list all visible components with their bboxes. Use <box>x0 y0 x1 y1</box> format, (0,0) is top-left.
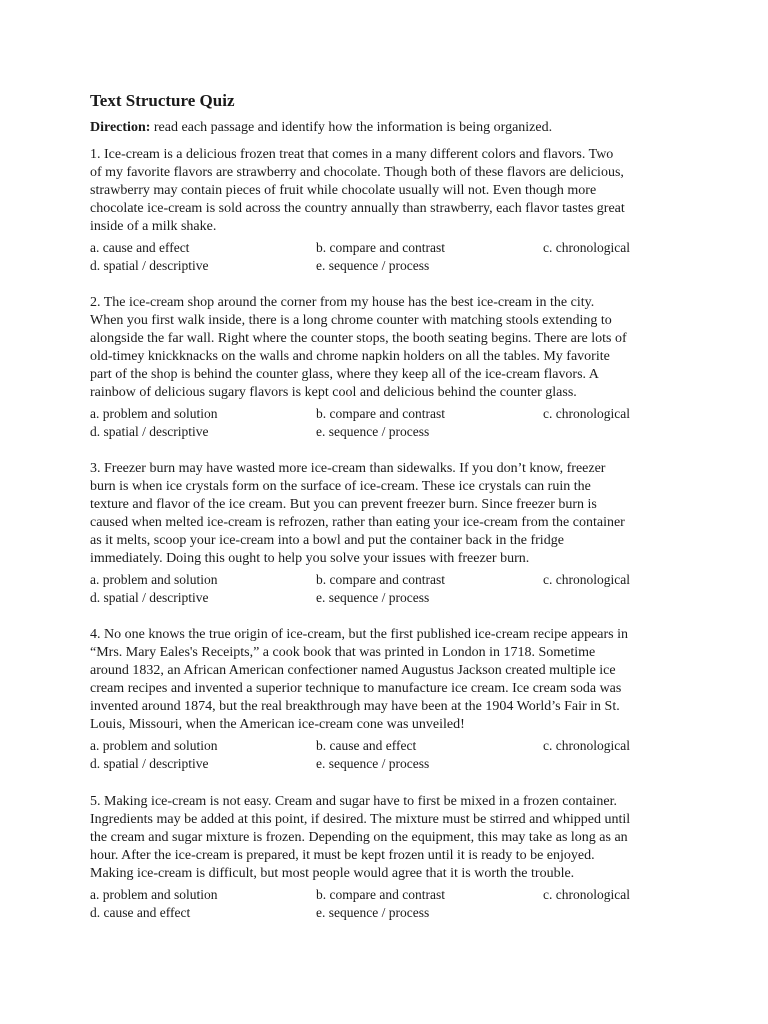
answer-option[interactable]: b. compare and contrast <box>316 240 445 255</box>
question-passage <box>90 793 680 883</box>
question-passage <box>90 626 680 734</box>
answer-option[interactable]: d. spatial / descriptive <box>90 424 209 439</box>
answer-option[interactable]: e. sequence / process <box>316 905 430 920</box>
answer-option[interactable]: d. spatial / descriptive <box>90 590 209 605</box>
passage-line: as it melts, scoop your ice-cream into a bowl and put the container back in the fridge <box>90 533 564 548</box>
passage-line: When you first walk inside, there is a long chrome counter with matching stools extending to <box>90 313 612 328</box>
answer-option[interactable]: c. chronological <box>543 406 630 421</box>
answer-options <box>90 886 680 922</box>
passage-line: Making ice-cream is difficult, but most people would agree that it is worth the trouble. <box>90 866 575 881</box>
passage-line: Ingredients may be added at this point, if desired. The mixture must be stirred and whipped until <box>90 812 631 827</box>
answer-option[interactable]: d. spatial / descriptive <box>90 258 209 273</box>
answer-option[interactable]: a. problem and solution <box>90 406 218 421</box>
answer-option[interactable]: b. compare and contrast <box>316 572 445 587</box>
passage-line: part of the shop is behind the counter glass, where they keep all of the ice-cream flavors. A <box>90 367 599 382</box>
question-passage <box>90 146 680 236</box>
answer-option[interactable]: b. cause and effect <box>316 738 417 753</box>
passage-line: caused when melted ice-cream is refrozen, rather than eating your ice-cream from the container <box>90 515 625 530</box>
answer-options <box>90 239 680 275</box>
passage-line: around 1832, an African American confectioner named Augustus Jackson created multiple ice <box>90 663 616 678</box>
passage-line: “Mrs. Mary Eales's Receipts,” a cook book that was printed in London in 1718. Sometime <box>90 645 596 660</box>
passage-line: invented around 1874, but the real breakthrough may have been at the 1904 World’s Fair in St. <box>90 699 620 714</box>
question-4 <box>90 626 680 773</box>
passage-line: burn is when ice crystals form on the surface of ice-cream. These ice crystals can ruin the <box>90 479 591 494</box>
answer-option[interactable]: b. compare and contrast <box>316 887 445 902</box>
question-2 <box>90 294 680 441</box>
question-1 <box>90 146 680 275</box>
answer-option[interactable]: e. sequence / process <box>316 756 430 771</box>
passage-line: 3. Freezer burn may have wasted more ice-cream than sidewalks. If you don’t know, freezer <box>90 461 606 476</box>
passage-line: 2. The ice-cream shop around the corner from my house has the best ice-cream in the city. <box>90 295 595 310</box>
direction-label: Direction: <box>90 120 151 135</box>
answer-option[interactable]: d. cause and effect <box>90 905 191 920</box>
answer-options <box>90 571 680 607</box>
passage-line: rainbow of delicious sugary flavors is kept cool and delicious behind the counter glass. <box>90 385 577 400</box>
direction-line <box>90 119 552 137</box>
answer-option[interactable]: e. sequence / process <box>316 258 430 273</box>
answer-option[interactable]: a. problem and solution <box>90 572 218 587</box>
answer-option[interactable]: e. sequence / process <box>316 424 430 439</box>
answer-options <box>90 405 680 441</box>
passage-line: of my favorite flavors are strawberry and chocolate. Though both of these flavors are delicious, <box>90 165 624 180</box>
question-passage <box>90 294 680 402</box>
answer-option[interactable]: b. compare and contrast <box>316 406 445 421</box>
passage-line: hour. After the ice-cream is prepared, it must be kept frozen until it is ready to be enjoyed. <box>90 848 595 863</box>
passage-line: texture and flavor of the ice cream. But you can prevent freezer burn. Since freezer burn is <box>90 497 597 512</box>
answer-option[interactable]: d. spatial / descriptive <box>90 756 209 771</box>
answer-option[interactable]: c. chronological <box>543 572 630 587</box>
answer-option[interactable]: a. problem and solution <box>90 887 218 902</box>
question-passage <box>90 460 680 568</box>
passage-line: 1. Ice-cream is a delicious frozen treat that comes in a many different colors and flavors. Two <box>90 147 614 162</box>
question-5 <box>90 793 680 922</box>
question-3 <box>90 460 680 607</box>
answer-option[interactable]: a. problem and solution <box>90 738 218 753</box>
passage-line: cream recipes and invented a superior technique to manufacture ice cream. Ice cream soda was <box>90 681 622 696</box>
passage-line: the cream and sugar mixture is frozen. Depending on the equipment, this may take as long as an <box>90 830 628 845</box>
answer-options <box>90 737 680 773</box>
passage-line: 5. Making ice-cream is not easy. Cream and sugar have to first be mixed in a frozen container. <box>90 794 618 809</box>
answer-option[interactable]: c. chronological <box>543 887 630 902</box>
direction-text: read each passage and identify how the information is being organized. <box>150 120 553 135</box>
passage-line: immediately. Doing this ought to help you solve your issues with freezer burn. <box>90 551 530 566</box>
passage-line: alongside the far wall. Right where the counter stops, the booth seating begins. There are lots of <box>90 331 627 346</box>
passage-line: inside of a milk shake. <box>90 219 217 234</box>
passage-line: 4. No one knows the true origin of ice-cream, but the first published ice-cream recipe appears in <box>90 627 629 642</box>
answer-option[interactable]: c. chronological <box>543 738 630 753</box>
passage-line: chocolate ice-cream is sold across the country annually than strawberry, each flavor tastes great <box>90 201 625 216</box>
answer-option[interactable]: c. chronological <box>543 240 630 255</box>
passage-line: old-timey knickknacks on the walls and chrome napkin holders on all the tables. My favorite <box>90 349 610 364</box>
passage-line: Louis, Missouri, when the American ice-cream cone was unveiled! <box>90 717 465 732</box>
answer-option[interactable]: e. sequence / process <box>316 590 430 605</box>
page-title: Text Structure Quiz <box>90 91 235 110</box>
passage-line: strawberry may contain pieces of fruit while chocolate usually will not. Even though more <box>90 183 597 198</box>
answer-option[interactable]: a. cause and effect <box>90 240 190 255</box>
